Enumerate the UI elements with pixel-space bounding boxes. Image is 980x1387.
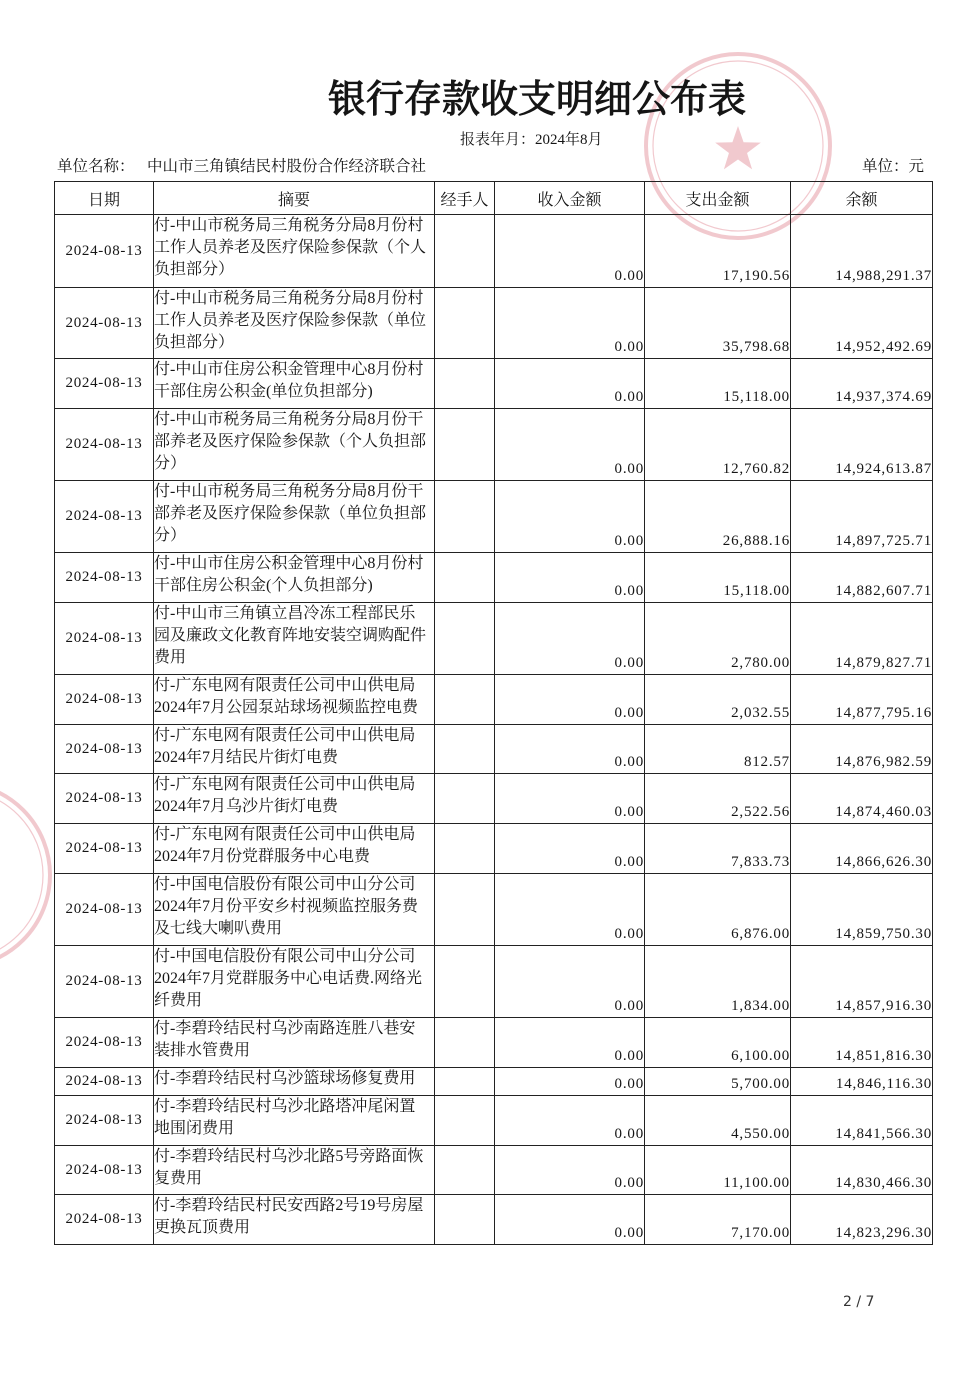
seal-stamp-partial: [0, 783, 50, 967]
expense-cell: 11,100.00: [645, 1146, 791, 1195]
summary-line: 付-中国电信股份有限公司中山分公司: [154, 948, 416, 965]
table-row: [55, 481, 933, 553]
header-date: 日期: [55, 182, 154, 215]
balance-cell: 14,846,116.30: [791, 1068, 933, 1096]
table-row: [55, 824, 933, 874]
balance-cell: 14,857,916.30: [791, 946, 933, 1018]
date-cell: 2024-08-13: [55, 874, 154, 946]
income-cell: 0.00: [495, 1146, 645, 1195]
table-row: [55, 409, 933, 481]
expense-cell: 2,780.00: [645, 603, 791, 675]
summary-line: 2024年7月份平安乡村视频监控服务费: [154, 898, 419, 915]
summary-line: 付-广东电网有限责任公司中山供电局: [154, 677, 416, 694]
currency-unit-value: 元: [908, 158, 925, 175]
summary-line: 工作人员养老及医疗保险参保款（个人: [154, 239, 427, 256]
summary-cell: [154, 1018, 435, 1068]
summary-cell: [154, 553, 435, 603]
summary-line: 付-中山市住房公积金管理中心8月份村: [154, 361, 424, 378]
handler-cell: [435, 774, 495, 824]
summary-line: 分）: [154, 455, 187, 472]
summary-line: 负担部分）: [154, 334, 235, 351]
header-balance: 余额: [791, 182, 933, 215]
summary-cell: [154, 288, 435, 359]
balance-cell: 14,851,816.30: [791, 1018, 933, 1068]
header-summary: 摘要: [154, 182, 435, 215]
balance-cell: 14,823,296.30: [791, 1195, 933, 1245]
summary-line: 2024年7月份党群服务中心电费: [154, 848, 371, 865]
currency-unit: [862, 157, 924, 177]
expense-cell: 17,190.56: [645, 215, 791, 288]
handler-cell: [435, 675, 495, 725]
date-cell: 2024-08-13: [55, 1018, 154, 1068]
date-cell: 2024-08-13: [55, 603, 154, 675]
summary-line: 2024年7月公园泵站球场视频监控电费: [154, 699, 419, 716]
summary-line: 复费用: [154, 1170, 203, 1187]
table-row: [55, 288, 933, 359]
table-row: [55, 1146, 933, 1195]
expense-cell: 15,118.00: [645, 553, 791, 603]
table-header-row: [55, 182, 933, 215]
handler-cell: [435, 1195, 495, 1245]
balance-cell: 14,841,566.30: [791, 1096, 933, 1146]
summary-line: 付-李碧玲结民村乌沙篮球场修复费用: [154, 1070, 416, 1087]
income-cell: 0.00: [495, 874, 645, 946]
date-cell: 2024-08-13: [55, 946, 154, 1018]
balance-cell: 14,882,607.71: [791, 553, 933, 603]
summary-line: 工作人员养老及医疗保险参保款（单位: [154, 312, 427, 329]
date-cell: 2024-08-13: [55, 553, 154, 603]
expense-cell: 26,888.16: [645, 481, 791, 553]
income-cell: 0.00: [495, 725, 645, 774]
header-income: 收入金额: [495, 182, 645, 215]
income-cell: 0.00: [495, 675, 645, 725]
date-cell: 2024-08-13: [55, 675, 154, 725]
expense-cell: 812.57: [645, 725, 791, 774]
income-cell: 0.00: [495, 409, 645, 481]
summary-line: 付-中山市税务局三角税务分局8月份干: [154, 411, 424, 428]
table-row: [55, 946, 933, 1018]
summary-line: 付-中国电信股份有限公司中山分公司: [154, 876, 416, 893]
summary-cell: [154, 409, 435, 481]
report-period: [460, 130, 603, 150]
header-handler: 经手人: [435, 182, 495, 215]
expense-cell: 7,833.73: [645, 824, 791, 874]
report-period-label: 报表年月：: [460, 132, 536, 148]
summary-line: 付-中山市税务局三角税务分局8月份村: [154, 290, 424, 307]
summary-cell: [154, 215, 435, 288]
expense-cell: 7,170.00: [645, 1195, 791, 1245]
income-cell: 0.00: [495, 288, 645, 359]
date-cell: 2024-08-13: [55, 288, 154, 359]
report-period-value: 2024年8月: [535, 132, 603, 148]
table-row: [55, 725, 933, 774]
summary-line: 地围闭费用: [154, 1120, 235, 1137]
balance-cell: 14,874,460.03: [791, 774, 933, 824]
expense-cell: 6,100.00: [645, 1018, 791, 1068]
expense-cell: 5,700.00: [645, 1068, 791, 1096]
expense-cell: 1,834.00: [645, 946, 791, 1018]
summary-line: 部养老及医疗保险参保款（单位负担部: [154, 505, 427, 522]
summary-line: 付-广东电网有限责任公司中山供电局: [154, 826, 416, 843]
summary-cell: [154, 874, 435, 946]
summary-line: 付-李碧玲结民村乌沙南路连胜八巷安: [154, 1020, 416, 1037]
document-title: 银行存款收支明细公布表: [327, 79, 746, 121]
handler-cell: [435, 1068, 495, 1096]
date-cell: 2024-08-13: [55, 359, 154, 409]
balance-cell: 14,937,374.69: [791, 359, 933, 409]
summary-cell: [154, 1195, 435, 1245]
balance-cell: 14,866,626.30: [791, 824, 933, 874]
summary-cell: [154, 1146, 435, 1195]
ledger-table: [54, 181, 933, 1245]
summary-line: 付-中山市税务局三角税务分局8月份干: [154, 483, 424, 500]
summary-line: 装排水管费用: [154, 1042, 251, 1059]
summary-line: 付-李碧玲结民村民安西路2号19号房屋: [154, 1197, 424, 1214]
income-cell: 0.00: [495, 1096, 645, 1146]
date-cell: 2024-08-13: [55, 1068, 154, 1096]
summary-cell: [154, 481, 435, 553]
summary-line: 园及廉政文化教育阵地安装空调购配件: [154, 627, 427, 644]
balance-cell: 14,879,827.71: [791, 603, 933, 675]
handler-cell: [435, 824, 495, 874]
summary-line: 纤费用: [154, 992, 203, 1009]
star-icon: [715, 126, 761, 169]
income-cell: 0.00: [495, 359, 645, 409]
table-row: [55, 1018, 933, 1068]
income-cell: 0.00: [495, 1018, 645, 1068]
summary-line: 付-李碧玲结民村乌沙北路5号旁路面恢: [154, 1148, 424, 1165]
summary-line: 付-中山市住房公积金管理中心8月份村: [154, 555, 424, 572]
summary-line: 2024年7月党群服务中心电话费.网络光: [154, 970, 423, 987]
expense-cell: 15,118.00: [645, 359, 791, 409]
balance-cell: 14,952,492.69: [791, 288, 933, 359]
income-cell: 0.00: [495, 481, 645, 553]
handler-cell: [435, 603, 495, 675]
summary-line: 费用: [154, 649, 187, 666]
date-cell: 2024-08-13: [55, 725, 154, 774]
expense-cell: 12,760.82: [645, 409, 791, 481]
income-cell: 0.00: [495, 946, 645, 1018]
date-cell: 2024-08-13: [55, 1096, 154, 1146]
summary-cell: [154, 675, 435, 725]
summary-cell: [154, 824, 435, 874]
handler-cell: [435, 359, 495, 409]
date-cell: 2024-08-13: [55, 409, 154, 481]
summary-line: 干部住房公积金(个人负担部分): [154, 577, 373, 594]
expense-cell: 4,550.00: [645, 1096, 791, 1146]
table-row: [55, 774, 933, 824]
table-row: [55, 1068, 933, 1096]
handler-cell: [435, 409, 495, 481]
summary-cell: [154, 774, 435, 824]
income-cell: 0.00: [495, 603, 645, 675]
table-row: [55, 359, 933, 409]
handler-cell: [435, 725, 495, 774]
header-expense: 支出金额: [645, 182, 791, 215]
balance-cell: 14,876,982.59: [791, 725, 933, 774]
summary-line: 付-中山市税务局三角税务分局8月份村: [154, 217, 424, 234]
summary-line: 付-中山市三角镇立昌冷冻工程部民乐: [154, 605, 416, 622]
income-cell: 0.00: [495, 774, 645, 824]
income-cell: 0.00: [495, 553, 645, 603]
table-row: [55, 1096, 933, 1146]
handler-cell: [435, 288, 495, 359]
handler-cell: [435, 1146, 495, 1195]
summary-line: 部养老及医疗保险参保款（个人负担部: [154, 433, 427, 450]
handler-cell: [435, 553, 495, 603]
expense-cell: 2,522.56: [645, 774, 791, 824]
summary-cell: [154, 725, 435, 774]
summary-cell: [154, 359, 435, 409]
currency-unit-label: 单位：: [862, 158, 909, 175]
date-cell: 2024-08-13: [55, 481, 154, 553]
table-row: [55, 603, 933, 675]
handler-cell: [435, 1018, 495, 1068]
handler-cell: [435, 946, 495, 1018]
table-row: [55, 874, 933, 946]
summary-line: 分）: [154, 527, 187, 544]
balance-cell: 14,830,466.30: [791, 1146, 933, 1195]
summary-line: 干部住房公积金(单位负担部分): [154, 383, 373, 400]
date-cell: 2024-08-13: [55, 824, 154, 874]
balance-cell: 14,859,750.30: [791, 874, 933, 946]
balance-cell: 14,988,291.37: [791, 215, 933, 288]
handler-cell: [435, 874, 495, 946]
ledger-body: [55, 215, 933, 1245]
table-row: [55, 675, 933, 725]
balance-cell: 14,897,725.71: [791, 481, 933, 553]
balance-cell: 14,877,795.16: [791, 675, 933, 725]
date-cell: 2024-08-13: [55, 215, 154, 288]
summary-line: 付-李碧玲结民村乌沙北路塔冲尾闲置: [154, 1098, 416, 1115]
summary-line: 负担部分）: [154, 261, 235, 278]
summary-cell: [154, 1068, 435, 1096]
expense-cell: 6,876.00: [645, 874, 791, 946]
date-cell: 2024-08-13: [55, 1195, 154, 1245]
unit-name-label: 单位名称：: [57, 158, 135, 175]
summary-line: 更换瓦顶费用: [154, 1219, 251, 1236]
summary-line: 付-广东电网有限责任公司中山供电局: [154, 727, 416, 744]
summary-cell: [154, 1096, 435, 1146]
handler-cell: [435, 1096, 495, 1146]
handler-cell: [435, 481, 495, 553]
handler-cell: [435, 215, 495, 288]
income-cell: 0.00: [495, 1195, 645, 1245]
expense-cell: 35,798.68: [645, 288, 791, 359]
summary-cell: [154, 946, 435, 1018]
summary-line: 2024年7月乌沙片街灯电费: [154, 798, 339, 815]
unit-name: 中山市三角镇结民村股份合作经济联合社: [147, 158, 427, 175]
income-cell: 0.00: [495, 215, 645, 288]
date-cell: 2024-08-13: [55, 774, 154, 824]
page-number: 2 / 7: [843, 1294, 875, 1310]
table-row: [55, 1195, 933, 1245]
balance-cell: 14,924,613.87: [791, 409, 933, 481]
date-cell: 2024-08-13: [55, 1146, 154, 1195]
income-cell: 0.00: [495, 824, 645, 874]
summary-line: 2024年7月结民片街灯电费: [154, 749, 339, 766]
table-row: [55, 215, 933, 288]
expense-cell: 2,032.55: [645, 675, 791, 725]
summary-line: 付-广东电网有限责任公司中山供电局: [154, 776, 416, 793]
summary-line: 及七线大喇叭费用: [154, 920, 283, 937]
summary-cell: [154, 603, 435, 675]
table-row: [55, 553, 933, 603]
income-cell: 0.00: [495, 1068, 645, 1096]
